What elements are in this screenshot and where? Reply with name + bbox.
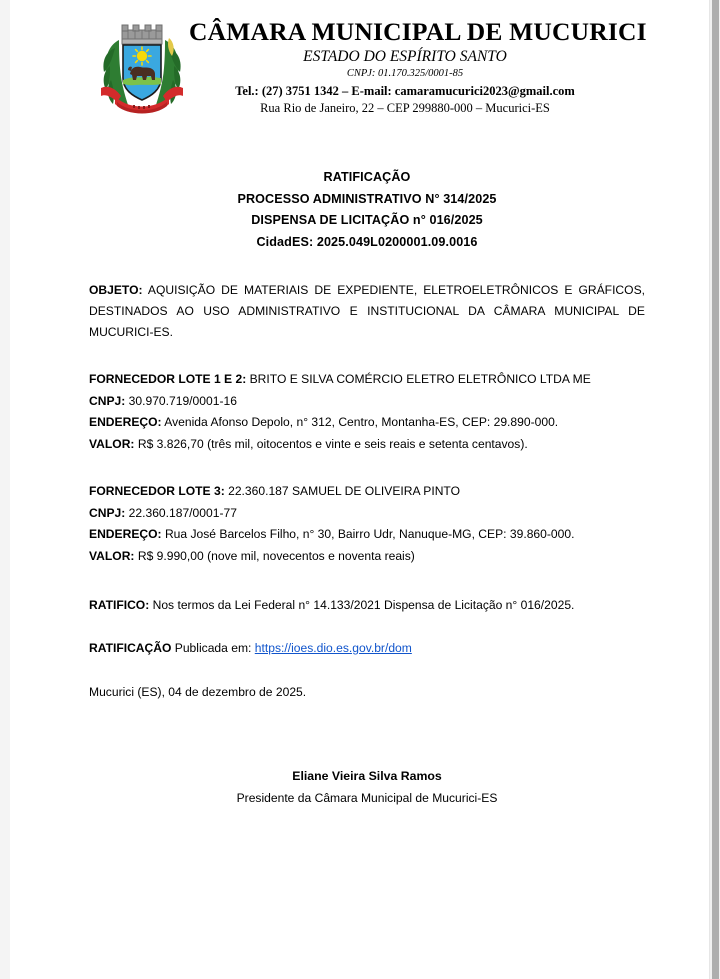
supplier-name-value: 22.360.187 SAMUEL DE OLIVEIRA PINTO [224, 484, 461, 498]
supplier-address-value: Rua José Barcelos Filho, n° 30, Bairro Udr, Nanuque-MG, CEP: 39.860-000. [161, 527, 575, 541]
dispensa-number: DISPENSA DE LICITAÇÃO n° 016/2025 [251, 213, 483, 227]
supplier-value-row [89, 434, 645, 456]
vertical-scrollbar-thumb[interactable] [712, 0, 719, 979]
signature-block [89, 765, 645, 809]
supplier-address-value: Avenida Afonso Depolo, n° 312, Centro, Montanha-ES, CEP: 29.890-000. [161, 415, 559, 429]
letterhead-text [189, 17, 647, 117]
ratifico-label: RATIFICO: [89, 598, 150, 612]
objeto-label: OBJETO: [89, 283, 143, 297]
signatory-role: Presidente da Câmara Municipal de Mucurici-ES [236, 791, 498, 805]
supplier-value-value: R$ 9.990,00 (nove mil, novecentos e noventa reais) [134, 548, 415, 563]
supplier-block-2 [89, 481, 645, 567]
signatory-name: Eliane Vieira Silva Ramos [292, 769, 442, 783]
supplier-value-label: VALOR: [89, 436, 135, 451]
supplier-value-label: VALOR: [89, 548, 135, 563]
place-and-date: Mucurici (ES), 04 de dezembro de 2025. [89, 685, 307, 699]
supplier-cnpj-label: CNPJ: [89, 393, 126, 408]
organization-title: CÂMARA MUNICIPAL DE MUCURICI [189, 17, 647, 46]
supplier-address-label: ENDEREÇO: [89, 527, 162, 541]
supplier-address-row [89, 412, 645, 434]
organization-cnpj: CNPJ: 01.170.325/0001-85 [346, 67, 464, 79]
vertical-scrollbar[interactable] [709, 0, 720, 979]
publication-link[interactable]: https://ioes.dio.es.gov.br/dom [254, 641, 412, 655]
supplier-address-row [89, 524, 645, 546]
supplier-value-value: R$ 3.826,70 (três mil, oitocentos e vinte e seis reais e setenta centavos). [134, 436, 528, 451]
supplier-cnpj-label: CNPJ: [89, 505, 126, 520]
document-page [10, 0, 710, 979]
ratifico-paragraph [89, 595, 645, 616]
supplier-value-row [89, 546, 645, 568]
letterhead [89, 0, 645, 120]
supplier-block-1 [89, 369, 645, 455]
supplier-cnpj-value: 22.360.187/0001-77 [125, 505, 237, 520]
organization-contact: Tel.: (27) 3751 1342 – E-mail: camaramucurici2023@gmail.com [235, 83, 575, 98]
page-title: RATIFICAÇÃO [323, 170, 411, 184]
organization-address: Rua Rio de Janeiro, 22 – CEP 299880-000 – Mucurici-ES [260, 101, 550, 116]
supplier-address-label: ENDEREÇO: [89, 415, 162, 429]
supplier-cnpj-row [89, 503, 645, 525]
supplier-name-label: FORNECEDOR LOTE 3: [89, 484, 225, 498]
objeto-text: AQUISIÇÃO DE MATERIAIS DE EXPEDIENTE, ELETROELETRÔNICOS E GRÁFICOS, DESTINADOS AO USO ADMINISTRATIVO E INSTITUCIONAL DA CÂMARA MUNICIPAL DE MUCURICI-ES. [89, 283, 645, 339]
publicada-paragraph [89, 638, 645, 659]
ratifico-text: Nos termos da Lei Federal n° 14.133/2021 Dispensa de Licitação n° 016/2025. [149, 598, 575, 612]
coat-of-arms-icon [95, 18, 189, 118]
supplier-name-row [89, 481, 645, 503]
supplier-name-label: FORNECEDOR LOTE 1 E 2: [89, 372, 247, 386]
supplier-name-value: BRITO E SILVA COMÉRCIO ELETRO ELETRÔNICO LTDA ME [246, 372, 591, 386]
publicada-text: Publicada em: [171, 641, 255, 655]
objeto-paragraph [89, 280, 645, 343]
cidades-code: CidadES: 2025.049L0200001.09.0016 [256, 234, 478, 249]
supplier-cnpj-row [89, 391, 645, 413]
process-number: PROCESSO ADMINISTRATIVO N° 314/2025 [237, 191, 497, 206]
organization-state: ESTADO DO ESPÍRITO SANTO [303, 47, 507, 65]
supplier-name-row [89, 369, 645, 391]
page-content [89, 0, 645, 809]
publicada-label: RATIFICAÇÃO [89, 641, 172, 655]
supplier-cnpj-value: 30.970.719/0001-16 [125, 393, 237, 408]
document-title-block [89, 167, 645, 253]
